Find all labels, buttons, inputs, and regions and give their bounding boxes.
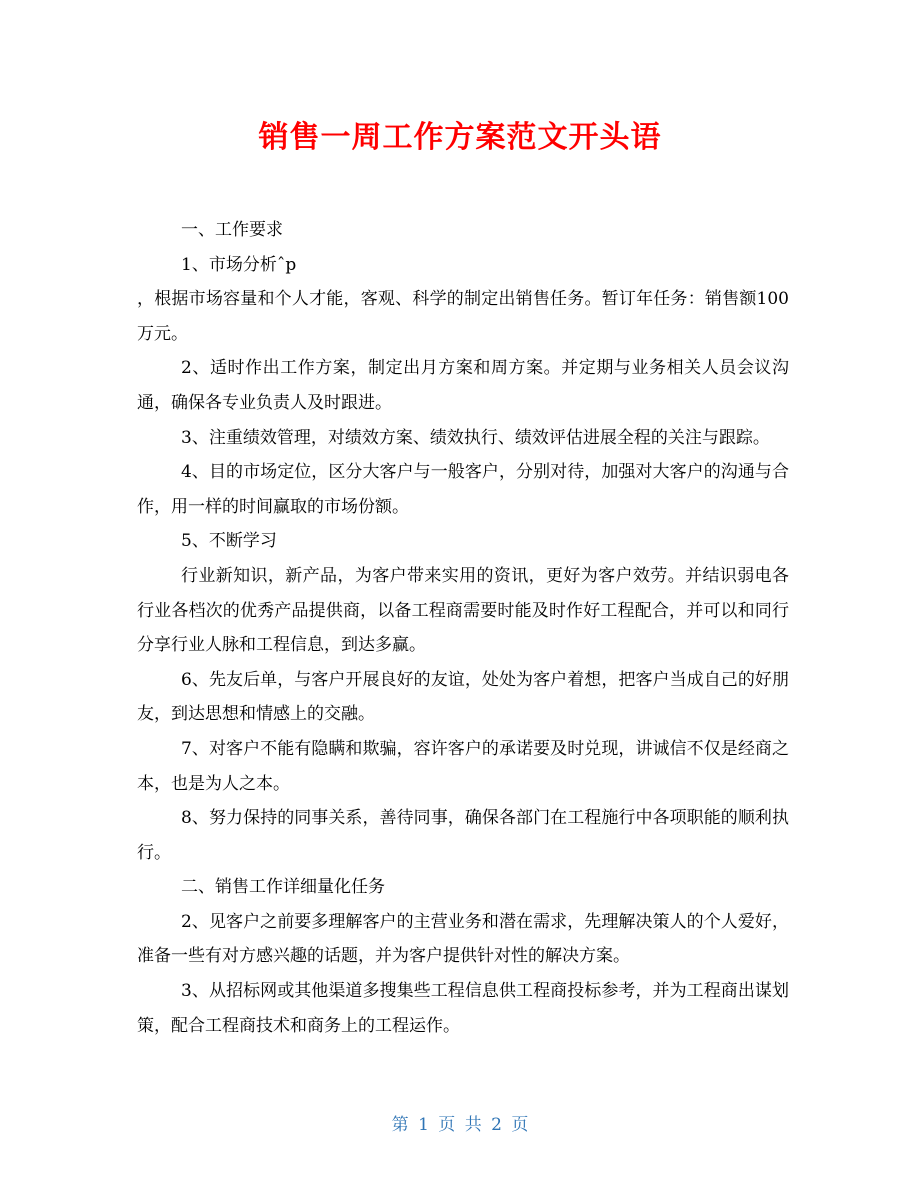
section-heading-requirements: 一、工作要求 [181,220,283,240]
list-item-honesty: 7、对客户不能有隐瞒和欺骗，容许客户的承诺要及时兑现，讲诚信不仅是经商之本，也是为人之本。 [137,738,789,794]
document-title: 销售一周工作方案范文开头语 [258,120,662,155]
list-item-market-positioning: 4、目的市场定位，区分大客户与一般客户，分别对待，加强对大客户的沟通与合作，用一样的时间赢取的市场份额。 [137,462,789,517]
paragraph-learning-details: 行业新知识，新产品，为客户带来实用的资讯，更好为客户效劳。并结识弱电各行业各档次的优秀产品提供商，以备工程商需要时能及时作好工程配合，并可以和同行分享行业人脉和工程信息，到达多赢。 [137,565,789,656]
list-item-work-plan: 2、适时作出工作方案，制定出月方案和周方案。并定期与业务相关人员会议沟通，确保各专业负责人及时跟进。 [137,358,789,413]
list-item-performance-management: 3、注重绩效管理，对绩效方案、绩效执行、绩效评估进展全程的关注与跟踪。 [181,427,770,448]
section-heading-quantified-tasks: 二、销售工作详细量化任务 [181,877,385,898]
list-item-colleague-relations: 8、努力保持的同事关系，善待同事，确保各部门在工程施行中各项职能的顺利执行。 [137,808,789,863]
list-item-market-analysis: 1、市场分析ˆp [181,254,297,275]
list-item-friendship-first: 6、先友后单，与客户开展良好的友谊，处处为客户着想，把客户当成自己的好朋友，到达思想和情感上的交融。 [137,669,789,725]
paragraph-sales-target: ，根据市场容量和个人才能，客观、科学的制定出销售任务。暂订年任务：销售额100万元。 [137,289,789,344]
list-item-understand-clients: 2、见客户之前要多理解客户的主营业务和潜在需求，先理解决策人的个人爱好，准备一些有对方感兴趣的话题，并为客户提供针对性的解决方案。 [137,911,789,967]
page-number-footer: 第 1 页 共 2 页 [391,1115,529,1135]
list-item-continuous-learning: 5、不断学习 [181,531,277,552]
list-item-collect-project-info: 3、从招标网或其他渠道多搜集些工程信息供工程商投标参考，并为工程商出谋划策，配合工程商技术和商务上的工程运作。 [137,981,789,1036]
document-body [137,213,789,1043]
